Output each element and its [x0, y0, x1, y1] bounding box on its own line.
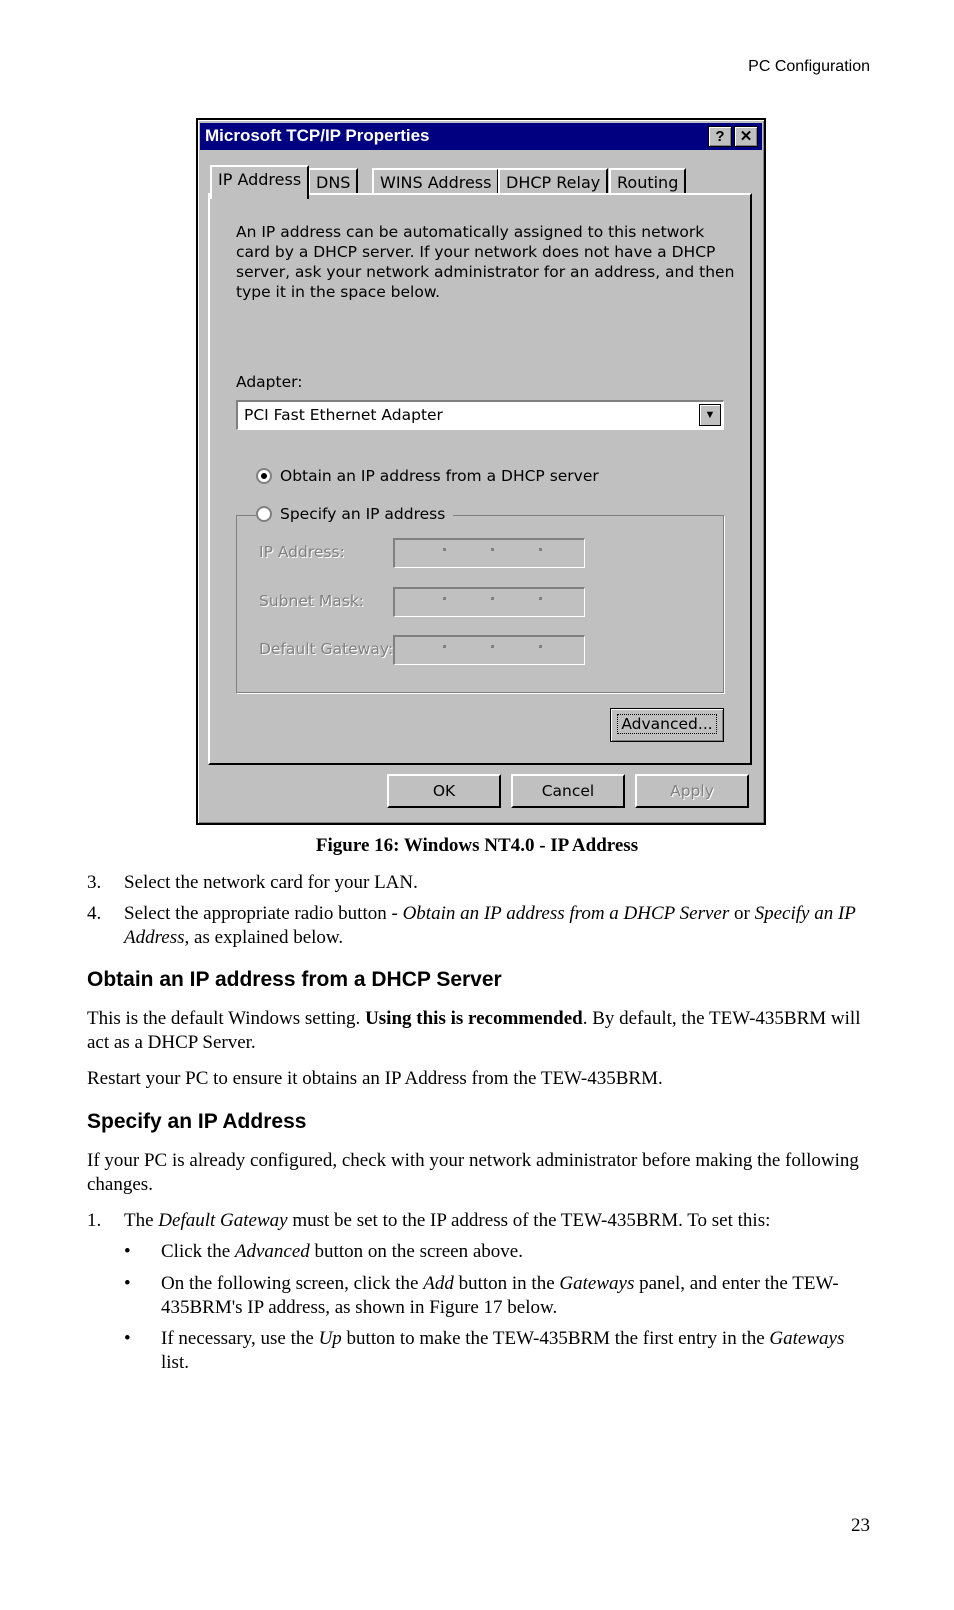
text-run-italic: Add: [423, 1273, 454, 1294]
text-run-italic: Gateways: [559, 1273, 635, 1294]
text-run: button in the: [453, 1273, 560, 1294]
radio-unchecked-icon: [256, 506, 272, 522]
octet-dot: [443, 548, 446, 551]
tab-dns[interactable]: DNS: [308, 168, 358, 196]
octet-dot: [443, 645, 446, 648]
step-text: [124, 902, 877, 950]
tab-routing[interactable]: Routing: [609, 168, 686, 196]
bullet-text: [161, 1327, 877, 1375]
text-run-italic: Specify an IP Address: [124, 903, 856, 948]
default-gateway-input[interactable]: [393, 635, 585, 665]
tab-wins-address[interactable]: WINS Address: [372, 168, 499, 196]
step-number: 4.: [87, 903, 102, 924]
text-run: Click the: [161, 1241, 235, 1262]
radio-specify-ip-label: Specify an IP address: [280, 505, 446, 523]
text-run: panel, and enter the TEW-435BRM's IP address, as shown in Figure 17 below.: [161, 1273, 839, 1318]
ip-address-input[interactable]: [393, 538, 585, 568]
bullet-icon: •: [124, 1241, 131, 1262]
radio-obtain-dhcp-label: Obtain an IP address from a DHCP server: [280, 467, 599, 485]
section-heading-specify: Specify an IP Address: [87, 1110, 307, 1133]
paragraph: If your PC is already configured, check with your network administrator before making the following changes.: [87, 1150, 859, 1195]
paragraph: Restart your PC to ensure it obtains an IP Address from the TEW-435BRM.: [87, 1068, 663, 1089]
bullet-item: [124, 1272, 877, 1320]
tab-panel: [208, 193, 752, 765]
bullet-item: [124, 1240, 877, 1264]
radio-obtain-dhcp[interactable]: [256, 467, 599, 485]
chevron-down-icon[interactable]: ▼: [699, 404, 721, 426]
step-4: [87, 902, 877, 950]
octet-dot: [539, 548, 542, 551]
apply-button[interactable]: Apply: [635, 774, 749, 808]
intro-text: An IP address can be automatically assigned to this network card by a DHCP server. If your network does not have a DHCP server, ask your network administrator for an address, and then type it in the space below.: [236, 223, 735, 301]
text-run-italic: Obtain an IP address from a DHCP Server: [402, 903, 730, 924]
radio-checked-icon: [256, 468, 272, 484]
text-run: button on the screen above.: [309, 1241, 523, 1262]
dialog-title: Microsoft TCP/IP Properties: [205, 126, 430, 145]
text-run: list.: [161, 1352, 189, 1373]
text-run-italic: Gateways: [769, 1328, 845, 1349]
paragraph: [87, 1007, 867, 1055]
text-run: Select the appropriate radio button -: [124, 903, 403, 924]
text-run-bold: Using this is recommended: [365, 1008, 583, 1029]
octet-dot: [539, 645, 542, 648]
text-run: This is the default Windows setting.: [87, 1008, 366, 1029]
text-run: On the following screen, click the: [161, 1273, 424, 1294]
section-heading-dhcp: Obtain an IP address from a DHCP Server: [87, 968, 502, 991]
ok-button[interactable]: OK: [387, 774, 501, 808]
octet-dot: [491, 548, 494, 551]
step-text: [124, 1209, 877, 1233]
subnet-mask-label: Subnet Mask:: [259, 592, 365, 610]
text-run: must be set to the IP address of the TEW-435BRM. To set this:: [287, 1210, 771, 1231]
running-head: PC Configuration: [748, 58, 870, 75]
step-3: [87, 871, 877, 895]
bullet-text: [161, 1240, 877, 1264]
octet-dot: [539, 597, 542, 600]
step-text: Select the network card for your LAN.: [124, 872, 418, 893]
text-run: , as explained below.: [184, 927, 344, 948]
advanced-button[interactable]: [610, 708, 724, 742]
octet-dot: [491, 597, 494, 600]
cancel-button[interactable]: Cancel: [511, 774, 625, 808]
bullet-icon: •: [124, 1328, 131, 1349]
bullet-item: [124, 1327, 877, 1375]
octet-dot: [491, 645, 494, 648]
ip-address-label: IP Address:: [259, 543, 345, 561]
text-run: . By default, the TEW-435BRM will act as a DHCP Server.: [87, 1008, 861, 1053]
help-button[interactable]: ?: [708, 126, 732, 147]
text-run: button to make the TEW-435BRM the first entry in the: [341, 1328, 770, 1349]
step-1: [87, 1209, 877, 1233]
subnet-mask-input[interactable]: [393, 587, 585, 617]
radio-specify-ip[interactable]: [256, 505, 453, 523]
step-number: 1.: [87, 1210, 102, 1231]
text-run-italic: Default Gateway: [158, 1210, 288, 1231]
text-run-italic: Up: [318, 1328, 342, 1349]
octet-dot: [443, 597, 446, 600]
close-button[interactable]: ✕: [734, 126, 758, 147]
tab-dhcp-relay[interactable]: DHCP Relay: [498, 168, 608, 196]
figure-caption: Figure 16: Windows NT4.0 - IP Address: [315, 835, 639, 856]
adapter-select[interactable]: [236, 400, 724, 430]
step-number: 3.: [87, 872, 102, 893]
bullet-text: [161, 1272, 877, 1320]
text-run-italic: Advanced: [234, 1241, 310, 1262]
text-run: If necessary, use the: [161, 1328, 319, 1349]
tcpip-properties-dialog: [196, 118, 766, 825]
page-number: 23: [851, 1515, 870, 1536]
text-run: The: [124, 1210, 159, 1231]
adapter-label: Adapter:: [236, 373, 303, 391]
text-run: or: [729, 903, 755, 924]
bullet-icon: •: [124, 1273, 131, 1294]
advanced-button-label: Advanced...: [617, 714, 716, 734]
default-gateway-label: Default Gateway:: [259, 640, 394, 658]
dialog-titlebar: [200, 123, 762, 150]
adapter-value: PCI Fast Ethernet Adapter: [244, 406, 443, 424]
static-ip-groupbox: [236, 515, 724, 693]
tab-ip-address[interactable]: IP Address: [210, 165, 309, 199]
